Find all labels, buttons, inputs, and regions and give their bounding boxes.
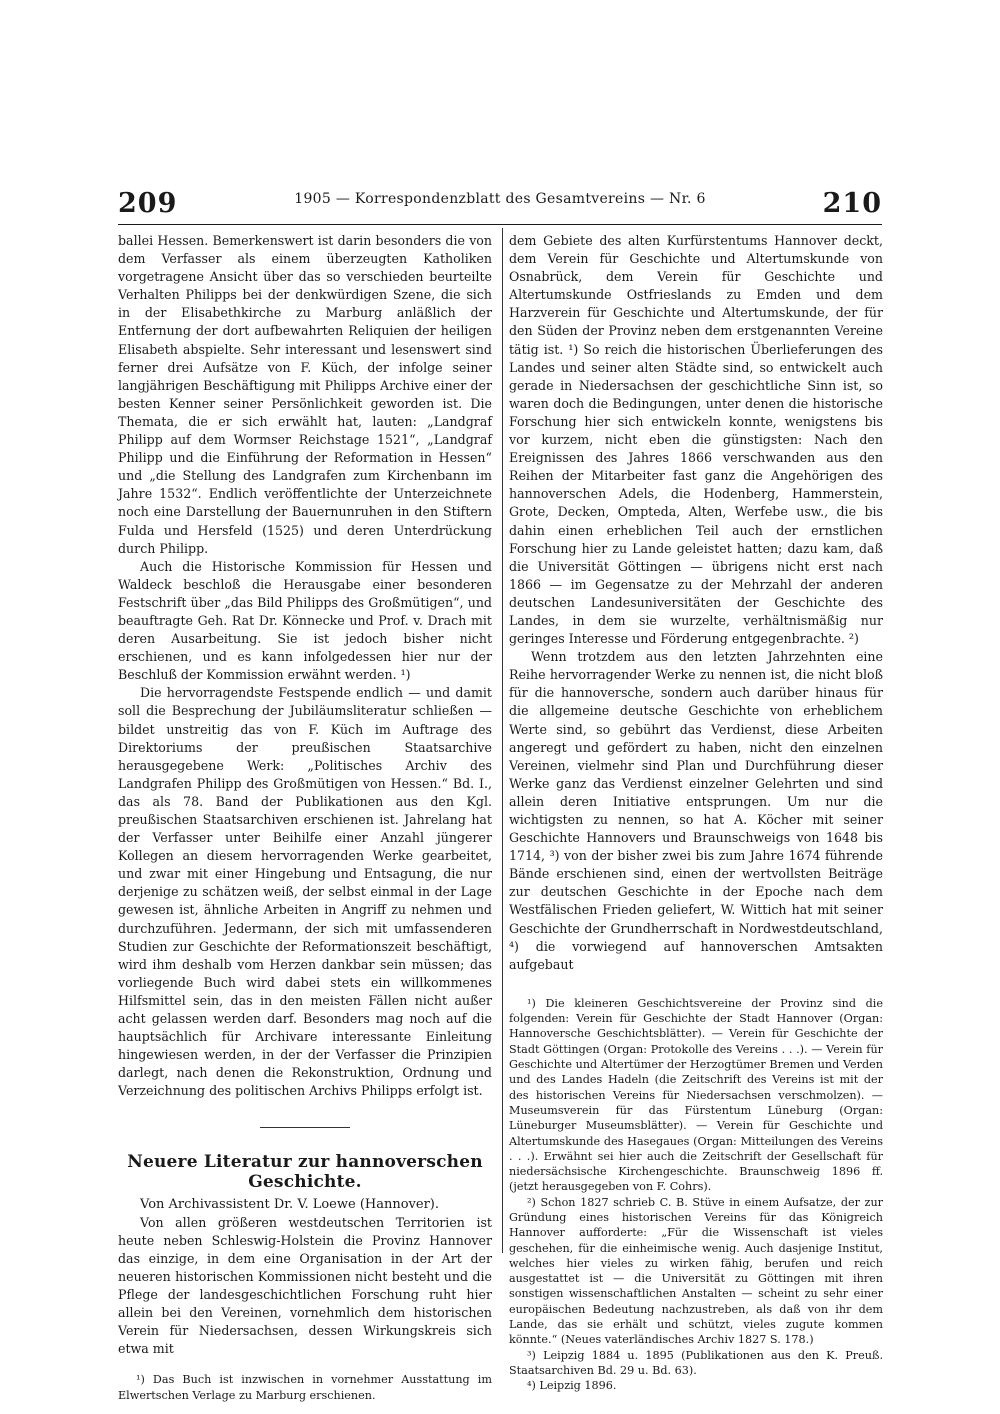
page-number-right: 210 [822, 188, 882, 219]
right-footnote-1: ¹) Die kleineren Geschichtsvereine der Provinz sind die folgenden: Verein für Geschichte der Stadt Hannover (Organ: Hannoversche Geschichtsblätter). — Verein für Geschichte der Stadt Göttingen (Organ: Protokolle des Vereins . . .). — Verein für Geschichte und Altertümer der Herzogtümer Bremen und Verden und des Landes Hadeln (die Zeitschrift des Vereins ist mit der des historischen Vereins für Niedersachsen verschmolzen). — Museumsverein für das Fürstentum Lüneburg (Organ: Lüneburger Museumsblätter). — Verein für Geschichte und Altertumskunde des Hasegaues (Organ: Mitteilungen des Vereins . . .). Erwähnt sei hier auch die Zeitschrift der Gesellschaft für niedersächsische Kirchengeschichte. Braunschweig 1896 ff. (jetzt herausgegeben von F. Cohrs). [509, 996, 883, 1194]
right-footnotes [509, 996, 883, 1394]
right-paragraph-2: Wenn trotzdem aus den letzten Jahrzehnten eine Reihe hervorragender Werke zu nennen ist, die nicht bloß für die hannoversche, sondern auch darüber hinaus für die allgemeine deutsche Geschichte von erheblichem Werte sind, so gebührt das Verdienst, diese Arbeiten angeregt und gefördert zu haben, nicht den einzelnen Vereinen, vielmehr sind Plan und Durchführung dieser Werke ganz das Verdienst einzelner Gelehrten und sind allein deren Initiative entsprungen. Um nur die wichtigsten zu nennen, so hat A. Köcher mit seiner Geschichte Hannovers und Braunschweigs von 1648 bis 1714, ³) von der bisher zwei bis zum Jahre 1674 führende Bände erschienen sind, einen der wertvollsten Beiträge zur deutschen Geschichte in der Epoche nach dem Westfälischen Frieden geliefert, W. Wittich hat mit seiner Geschichte der Grundherrschaft in Nordwestdeutschland, ⁴) die vorwiegend auf hannoverschen Amtsakten aufgebaut [509, 649, 883, 972]
left-footnotes [118, 1372, 492, 1403]
left-paragraph-2: Auch die Historische Kommission für Hessen und Waldeck beschloß die Herausgabe einer besonderen Festschrift über „das Bild Philipps des Großmütigen“, und beauftragte Geh. Rat Dr. Könnecke und Prof. v. Drach mit deren Ausarbeitung. Sie ist jedoch bisher nicht erschienen, und es kann infolgedessen hier nur der Beschluß der Kommission erwähnt werden. ¹) [118, 558, 492, 683]
section-divider [260, 1127, 350, 1128]
right-paragraph-1: dem Gebiete des alten Kurfürstentums Hannover deckt, dem Verein für Geschichte und Altertumskunde von Osnabrück, dem Verein für Geschichte und Altertumskunde Ostfrieslands zu Emden und dem Harzverein für Geschichte und Altertumskunde, der für den Süden der Provinz neben dem erstgenannten Vereine tätig ist. ¹) So reich die historischen Überlieferungen des Landes und seiner alten Städte sind, so entwickelt auch gerade in Niedersachsen der geschichtliche Sinn ist, so waren doch die Bedingungen, unter denen die historische Forschung hier sich entwickeln konnte, wenigstens bis vor kurzem, nicht eben die günstigsten: Nach den Ereignissen des Jahres 1866 verschwanden aus den Reihen der Mitarbeiter fast ganz die Angehörigen des hannoverschen Adels, die Hodenberg, Hammerstein, Grote, Decken, Ompteda, Alten, Werfebe usw., die bis dahin einen erheblichen Teil auch der ernstlichen Forschung hier zu Lande geleistet hatten; dazu kam, daß die Universität Göttingen — übrigens nicht erst nach 1866 — im Gegensatze zu der Mehrzahl der anderen deutschen Landesuniversitäten der Geschichte des Landes, in dem sie wurzelte, verhältnismäßig nur geringes Interesse und Förderung entgegenbrachte. ²) [509, 233, 883, 647]
left-footnote-1: ¹) Das Buch ist inzwischen in vornehmer Ausstattung im Elwertschen Verlage zu Marburg erschienen. [118, 1373, 492, 1402]
section-title: Neuere Literatur zur hannoverschen Geschichte. [127, 1151, 483, 1192]
left-column [118, 232, 492, 1403]
left-paragraph-1: ballei Hessen. Bemerkenswert ist darin besonders die von dem Verfasser als einem überzeugten Katholiken vorgetragene Ansicht über das so verschieden beurteilte Verhalten Philipps bei der denkwürdigen Szene, die sich in der Elisabethkirche zu Marburg anläßlich der Entfernung der dort aufbewahrten Reliquien der heiligen Elisabeth abspielte. Sehr interessant und lesenswert sind ferner drei Aufsätze von F. Küch, der infolge seiner langjährigen Beschäftigung mit Philipps Archive einer der besten Kenner seiner Persönlichkeit geworden ist. Die Themata, die er sich erwählt hat, lauten: „Landgraf Philipp auf dem Wormser Reichstage 1521“, „Landgraf Philipp und die Einführung der Reformation in Hessen“ und „die Stellung des Landgrafen zum Kirchenbann im Jahre 1532“. Endlich veröffentlichte der Unterzeichnete noch eine Darstellung der Bauernunruhen in den Stiftern Fulda und Hersfeld (1525) und deren Unterdrückung durch Philipp. [118, 233, 492, 556]
right-footnote-3: ³) Leipzig 1884 u. 1895 (Publikationen aus den K. Preuß. Staatsarchiven Bd. 29 u. Bd. 63). [509, 1348, 883, 1377]
right-footnote-4: ⁴) Leipzig 1896. [527, 1379, 617, 1393]
section-body [118, 1214, 492, 1359]
left-body [118, 232, 492, 1101]
left-paragraph-3: Die hervorragendste Festspende endlich — und damit soll die Besprechung der Jubiläumsliteratur schließen — bildet unstreitig das von F. Küch im Auftrage des Direktoriums der preußischen Staatsarchive herausgegebene Werk: „Politisches Archiv des Landgrafen Philipp des Großmütigen von Hessen.“ Bd. I., das als 78. Band der Publikationen aus den Kgl. preußischen Staatsarchiven erschienen ist. Jahrelang hat der Verfasser unter Beihilfe einer Anzahl jüngerer Kollegen an diesem hervorragenden Werke gearbeitet, und zwar mit einer Hingebung und Entsagung, die nur derjenige zu schätzen weiß, der selbst einmal in der Lage gewesen ist, ähnliche Arbeiten in Angriff zu nehmen und durchzuführen. Jedermann, der sich mit umfassenderen Studien zur Geschichte der Reformationszeit beschäftigt, wird ihm deshalb vom Herzen dankbar sein müssen; das vorliegende Buch wird dabei stets ein willkommenes Hilfsmittel sein, das in den meisten Fällen nicht außer acht gelassen werden darf. Besonders mag noch auf die hauptsächlich für Archivare interessante Einleitung hingewiesen werden, in der der Verfasser die Prinzipien darlegt, nach denen die Rekonstruktion, Ordnung und Verzeichnung des politischen Archivs Philipps erfolgt ist. [118, 685, 492, 1099]
running-title: 1905 — Korrespondenzblatt des Gesamtvereins — Nr. 6 [294, 191, 706, 207]
right-body [509, 232, 883, 974]
author-byline: Von Archivassistent Dr. V. Loewe (Hannover). [140, 1196, 439, 1212]
right-column [509, 232, 883, 1394]
section-paragraph-1: Von allen größeren westdeutschen Territorien ist heute neben Schleswig-Holstein die Provinz Hannover das einzige, in dem eine Organisation in der Art der neueren historischen Kommissionen nicht besteht und die Pflege der landesgeschichtlichen Forschung ruht hier allein bei den Vereinen, vornehmlich dem historischen Verein für Niedersachsen, dessen Wirkungskreis sich etwa mit [118, 1214, 492, 1357]
page-number-left: 209 [118, 188, 178, 219]
header-rule [118, 224, 882, 225]
column-divider [502, 228, 503, 1253]
right-footnote-2: ²) Schon 1827 schrieb C. B. Stüve in einem Aufsatze, der zur Gründung eines historischen Vereins für das Königreich Hannover aufforderte: „Für die Wissenschaft ist vieles geschehen, für die einheimische wenig. Auch dasjenige Institut, welches hier vieles zu wirken fähig, berufen und reich ausgestattet ist — die Universität zu Göttingen mit ihren sonstigen wissenschaftlichen Anstalten — scheint zu sehr einer europäischen Bedeutung nachzustreben, als daß von ihr dem Lande, das sie erhält und schützt, vieles zugute kommen könnte.“ (Neues vaterländisches Archiv 1827 S. 178.) [509, 1195, 883, 1347]
